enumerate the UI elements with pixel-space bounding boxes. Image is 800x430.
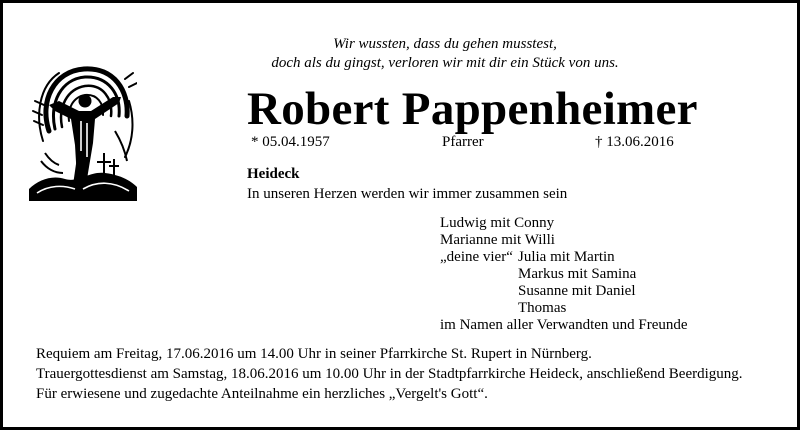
motto-line-1: Wir wussten, dass du gehen musstest, [333,36,557,52]
mourner-line: Ludwig mit Conny [440,215,555,231]
mourner-line: Marianne mit Willi [440,232,555,248]
funeral-info: Trauergottesdienst am Samstag, 18.06.2016 um 10.00 Uhr in der Stadtpfarrkirche Heideck, anschließend Beerdigung. [36,366,743,382]
motto-verse [235,35,655,73]
thanks-note: Für erwiesene und zugedachte Anteilnahme ein herzliches „Vergelt's Gott“. [36,386,488,402]
deceased-name: Robert Pappenheimer [247,83,698,135]
mourner-group-member: Markus mit Samina [518,266,637,282]
mourner-group-label: „deine vier“ [440,249,513,265]
requiem-info: Requiem am Freitag, 17.06.2016 um 14.00 Uhr in seiner Pfarrkirche St. Rupert in Nürnberg. [36,346,592,362]
death-date: † 13.06.2016 [595,134,674,150]
mourners-closing: im Namen aller Verwandten und Freunde [440,317,688,333]
place-of-residence: Heideck [247,166,300,182]
birth-date: * 05.04.1957 [251,134,330,150]
mourner-group-member: Susanne mit Daniel [518,283,636,299]
motto-line-2: doch als du gingst, verloren wir mit dir ein Stück von uns. [271,55,619,71]
mourner-group-member: Julia mit Martin [518,249,615,265]
profession: Pfarrer [442,134,484,150]
risen-christ-icon [29,61,137,201]
mourner-group-member: Thomas [518,300,567,316]
memorial-message: In unseren Herzen werden wir immer zusammen sein [247,186,568,202]
